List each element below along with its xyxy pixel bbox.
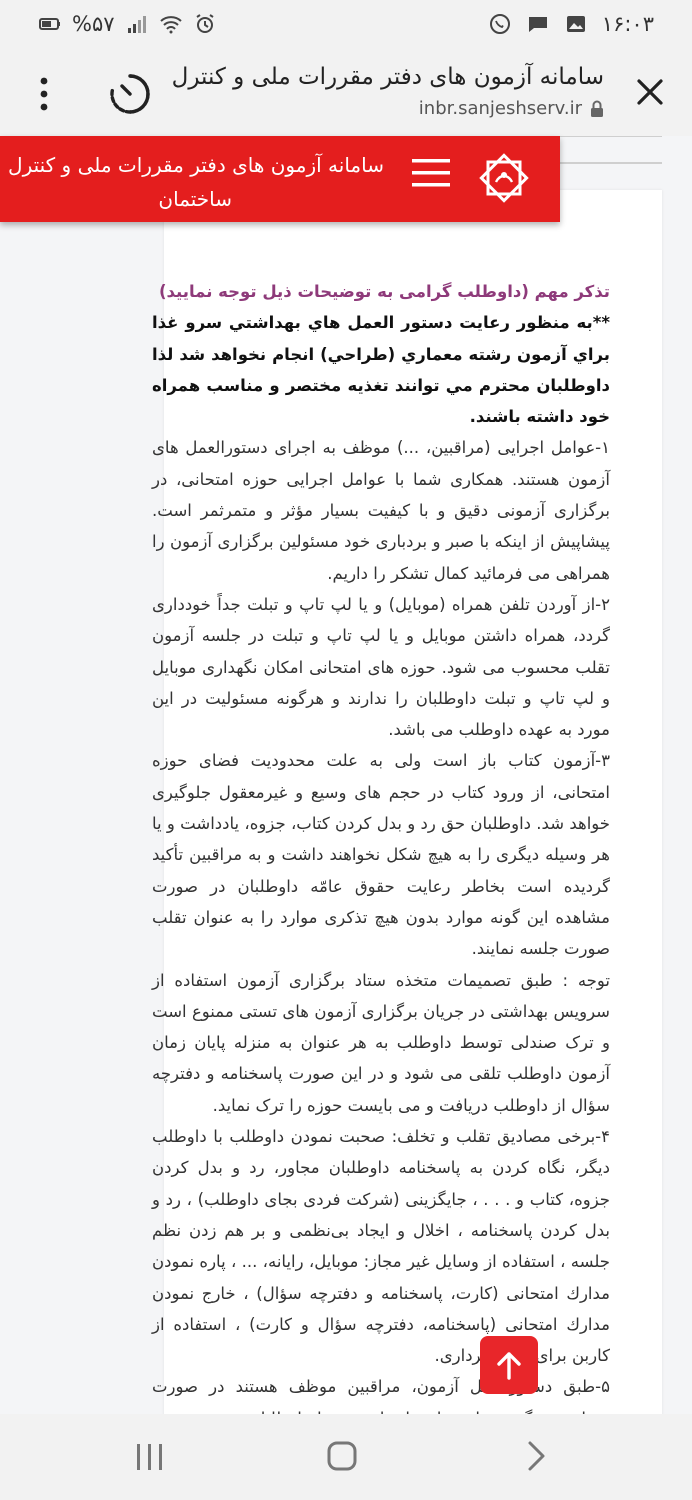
site-title-line1: سامانه آزمون های دفتر مقررات ملی و کنترل <box>8 153 384 177</box>
status-bar-left <box>38 12 217 36</box>
more-vert-icon[interactable] <box>30 76 58 112</box>
rule-item-3: ۳-آزمون کتاب باز است ولی به علت محدودیت فضای حوزه امتحانی، از ورود کتاب در حجم های وسیع و غیرمعقول جلوگیری خواهد شد. داوطلبان حق رد و بدل کردن کتاب، جزوه، یادداشت و یا هر وسیله دیگری را به هیچ شکل نخواهند داشت و به مراقبین تأکید گردیده است بخاطر رعایت حقوق عامّه داوطلبان در صورت مشاهده این گونه موارد بدون هیچ تذکری موارد را به عنوان تقلب صورت جلسه نمایند. <box>152 751 610 959</box>
alarm-icon <box>193 12 217 36</box>
timer-icon[interactable] <box>106 70 154 118</box>
status-time: ۱۶:۰۳ <box>601 12 654 36</box>
site-title <box>0 148 384 216</box>
url-text: inbr.sanjeshserv.ir <box>418 98 582 119</box>
rule-item-2: ۲-از آوردن تلفن همراه (موبایل) و یا لپ تاپ و تبلت جداً خودداری گردد، همراه داشتن موبایل و یا لپ تاپ و تبلت در جلسه آزمون تقلب محسوب می شود. حوزه های امتحانی امکان نگهداری موبایل و لپ تاپ و تبلت داوطلبان را ندارند و هرگونه مسئولیت در این مورد به عهده داوطلب می باشد. <box>152 594 610 740</box>
home-icon[interactable] <box>326 1440 358 1472</box>
gallery-icon <box>564 12 588 36</box>
lock-icon <box>590 100 604 118</box>
web-page <box>0 136 692 1414</box>
rule-item-4: ۴-برخی مصادیق تقلب و تخلف: صحبت نمودن داوطلب با داوطلب دیگر، نگاه کردن به پاسخنامه داوطلبان مجاور، رد و بدل کردن جزوه، کتاب و . . . ، جایگزینی (شرکت فردی بجای داوطلب) ، رد و بدل کردن پاسخنامه ، اخلال و ایجاد بی‌نظمی و بر هم زدن نظم جلسه ، استفاده از وسایل غیر مجاز: موبایل، رایانه، ... ، پاره نمودن مدارك امتحانی (کارت، پاسخنامه و دفترچه سؤال) ، خارج نمودن مدارك امتحانی (پاسخنامه، دفترچه سؤال و کارت) ، استفاده از کاربن برای نسخه برداری. <box>152 1127 610 1366</box>
site-header <box>0 136 560 222</box>
battery-level: %۵۷ <box>72 12 115 36</box>
signal-icon <box>125 12 149 36</box>
content-card <box>152 190 662 1430</box>
status-bar-right <box>488 12 654 36</box>
back-icon[interactable] <box>524 1440 548 1472</box>
browser-toolbar <box>0 52 692 136</box>
content-text <box>152 276 610 1434</box>
rule-item-1: ۱-عوامل اجرایی (مراقبین، ...) موظف به اجرای دستورالعمل های آزمون هستند. همکاری شما با عوامل اجرایی حوزه امتحانی، در برگزاری آزمونی دقیق و با کیفیت بسیار مؤثر و متمرثمر است. پیشاپیش از اینکه با صبر و بردباری خود مسئولین برگزاری آزمون را همراهی می فرمائید کمال تشکر را داریم. <box>152 438 610 583</box>
scroll-top-button[interactable] <box>480 1336 538 1394</box>
site-logo[interactable] <box>478 152 530 204</box>
rule-note: توجه : طبق تصمیمات متخذه ستاد برگزاری آزمون استفاده از سرویس بهداشتی در جریان برگزاری آزمون های تستی ممنوع است و ترک صندلی توسط داوطلب به هر عنوان به منزله پایان زمان آزمون داوطلب تلقی می شود و در این صورت پاسخنامه و دفترچه سؤال از داوطلب دریافت و می بایست حوزه را ترک نماید. <box>152 970 610 1115</box>
page-title: سامانه آزمون های دفتر مقررات ملی و کنترل <box>171 64 604 90</box>
battery-icon <box>38 12 62 36</box>
rule-item-5: ۵-طبق دستورالعمل آزمون، مراقبین موظف هستند در صورت <box>152 1377 610 1397</box>
site-title-line2: ساختمان <box>158 187 232 211</box>
whatsapp-icon <box>488 12 512 36</box>
bold-notice: **به منظور رعايت دستور العمل هاي بهداشتي سرو غذا براي آزمون رشته معماري (طراحي) انجام نخواهد شد لذا داوطلبان محترم مي توانند تغذيه مختصر و مناسب همراه خود داشته باشند. <box>152 313 610 427</box>
hamburger-icon[interactable] <box>412 156 450 190</box>
close-icon[interactable] <box>630 72 670 112</box>
message-icon <box>526 12 550 36</box>
wifi-icon <box>159 12 183 36</box>
page-url[interactable] <box>419 98 604 119</box>
divider <box>560 162 662 164</box>
important-note-title: تذکر مهم (داوطلب گرامی به توضیحات ذیل توجه نمایید) <box>158 282 610 301</box>
divider <box>560 136 662 137</box>
arrow-up-icon <box>499 1354 519 1378</box>
system-nav-bar <box>0 1414 692 1500</box>
status-bar <box>0 0 692 52</box>
recent-apps-icon[interactable] <box>134 1442 166 1472</box>
